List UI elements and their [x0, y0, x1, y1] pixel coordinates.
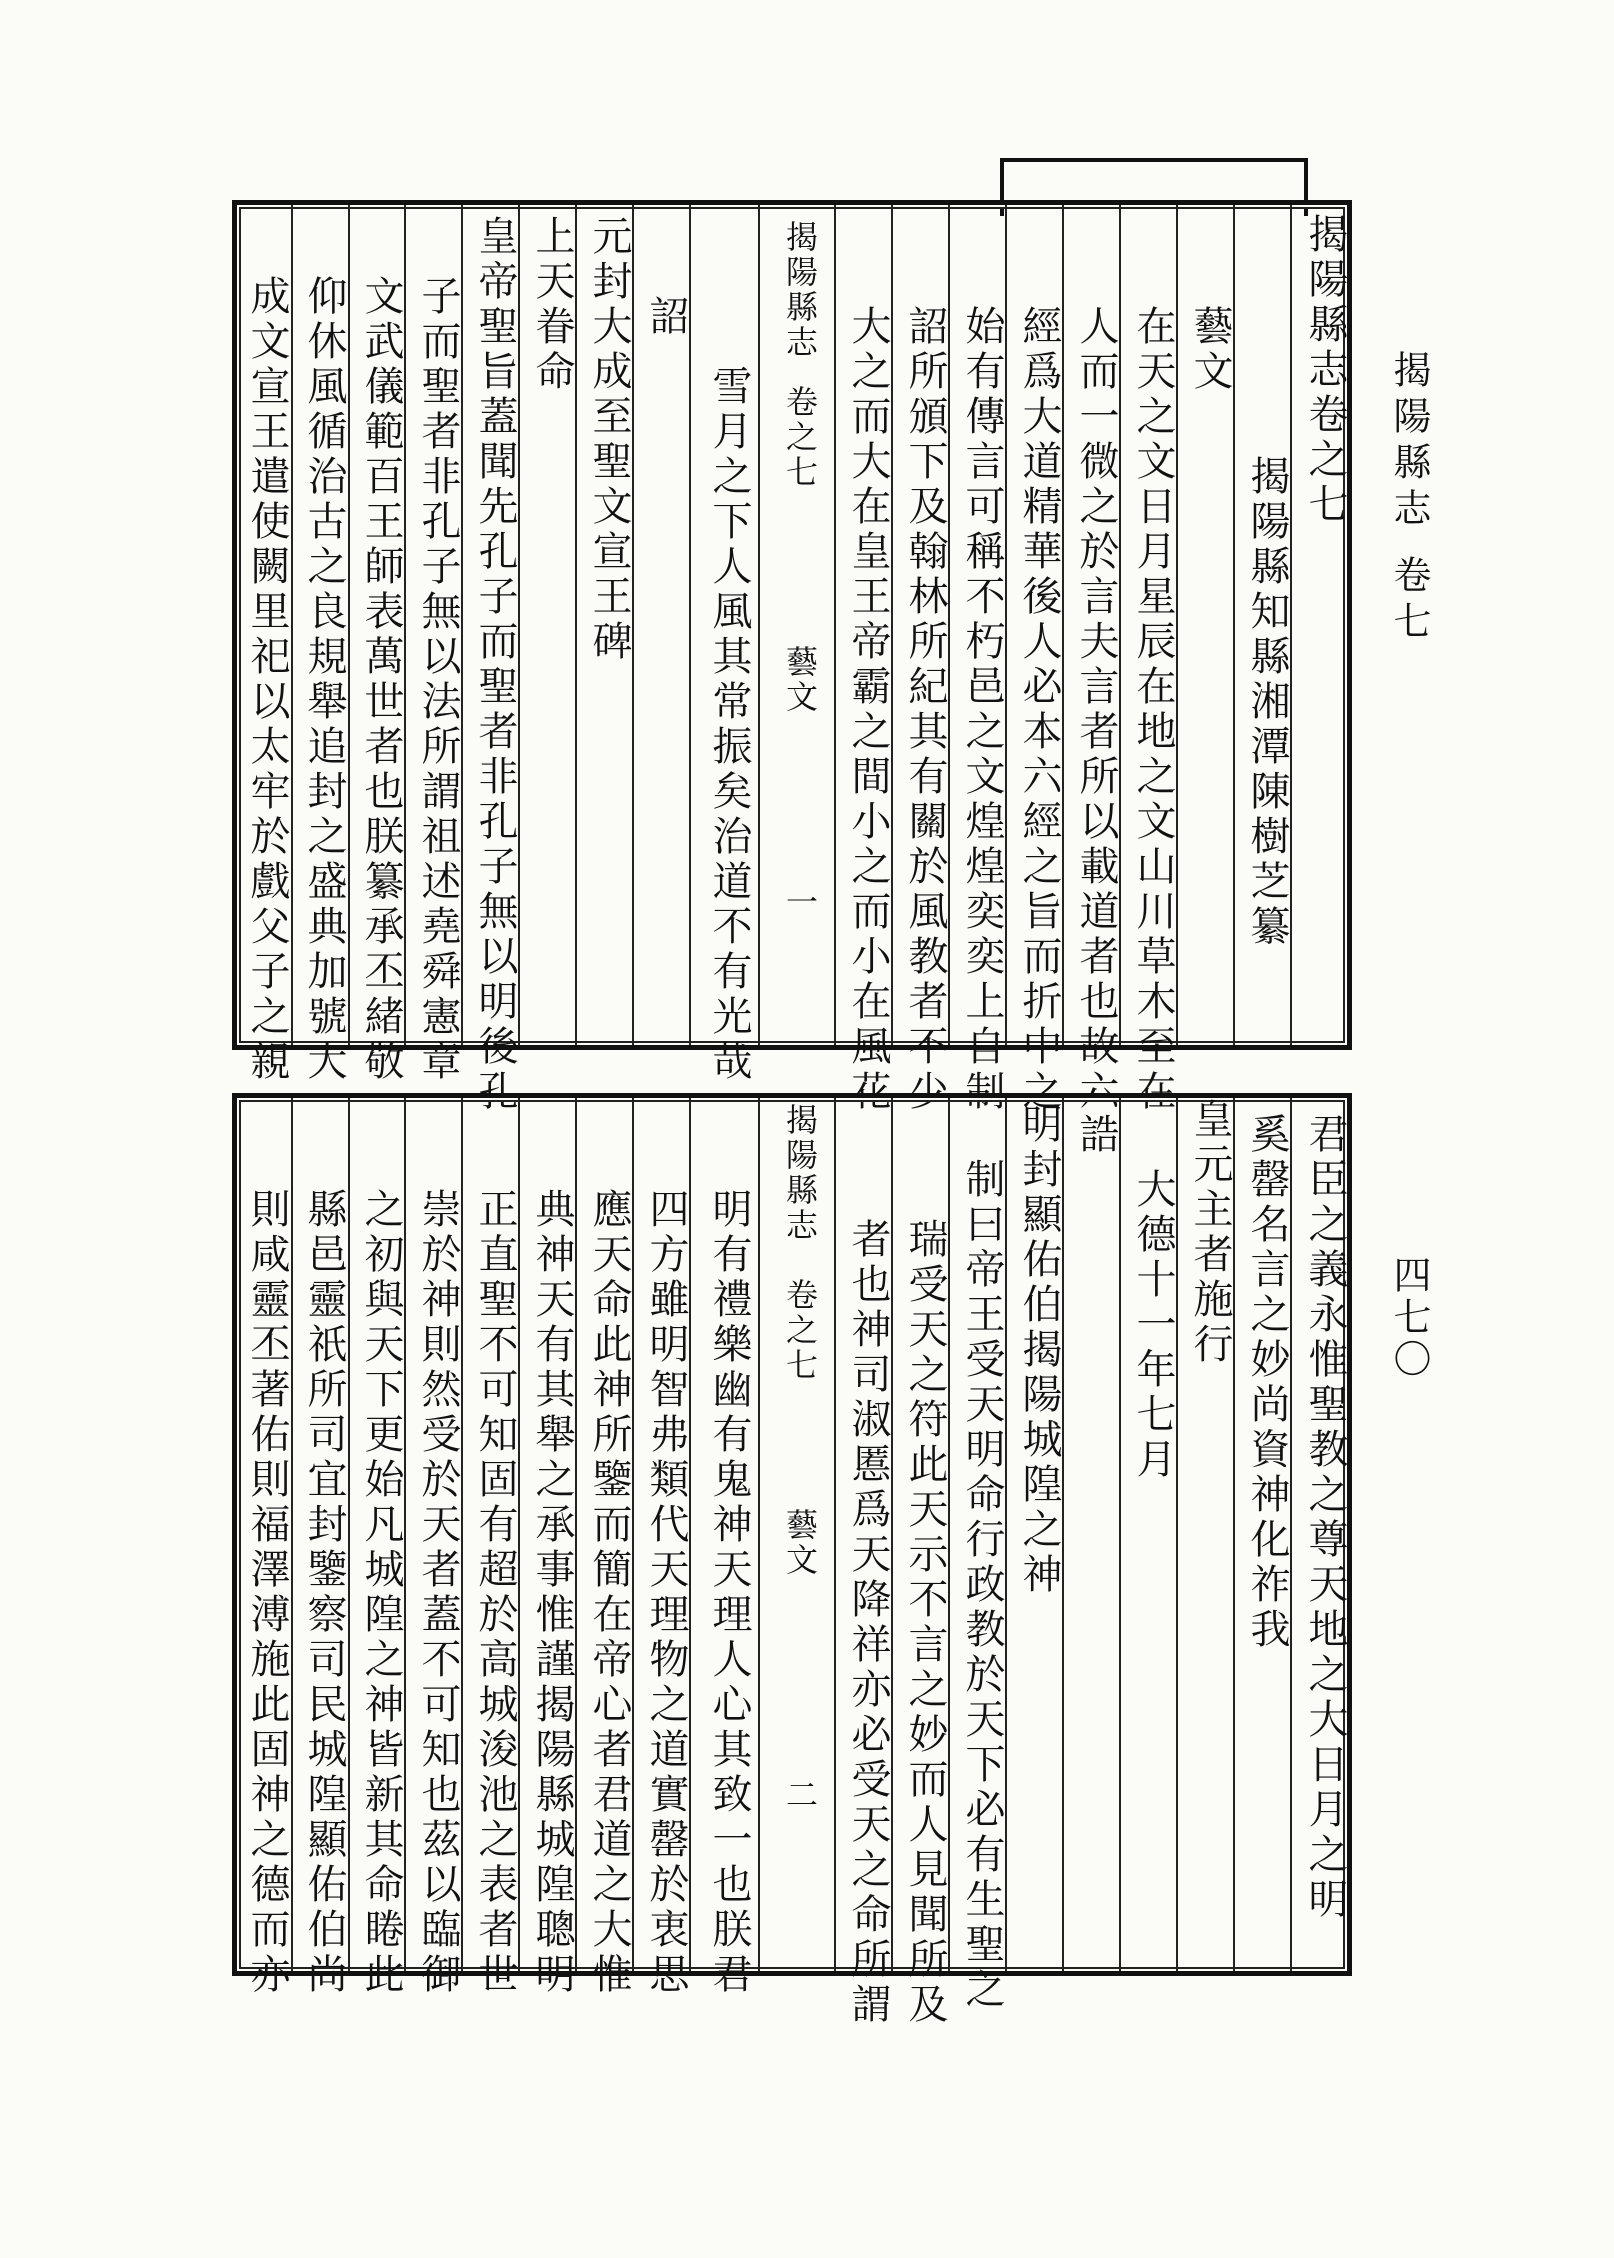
margin-section: 藝文 [781, 1508, 819, 1578]
text-column: 君臣之義永惟聖教之尊天地之大日月之明 [1302, 1113, 1348, 1923]
text-column: 典神天有其舉之承事惟謹揭陽縣城隍聰明 [529, 1188, 575, 1998]
text-column: 者也神司淑慝爲天降祥亦必受天之命所謂 [845, 1218, 891, 2028]
text-column: 上天眷命 [529, 215, 575, 395]
top-panel [232, 200, 1352, 1115]
margin-section: 藝文 [781, 645, 819, 715]
text-column: 皇帝聖旨蓋聞先孔子而聖者非孔子無以明後孔 [472, 215, 518, 1115]
bottom-panel [232, 1093, 1352, 2028]
text-column: 瑞受天之符此天示不言之妙而人見聞所及 [902, 1218, 948, 2028]
text-column: 經爲大道精華後人必本六經之旨而折中之 [1016, 305, 1062, 1115]
text-column: 明有禮樂幽有鬼神天理人心其致一也朕君 [706, 1188, 752, 1998]
margin-juan: 卷之七 [781, 1278, 819, 1383]
text-column: 四方雖明智弗類代天理物之道實罄於衷思 [643, 1188, 689, 1998]
text-column: 則咸靈丕著佑則福澤溥施此固神之德而亦 [244, 1188, 290, 1998]
margin-book-title: 揭陽縣志 [781, 1103, 819, 1243]
margin-book-title: 揭陽縣志 [781, 220, 819, 360]
text-column: 奚罄名言之妙尚資神化祚我 [1244, 1113, 1290, 1653]
margin-juan: 卷之七 [781, 385, 819, 490]
section-heading: 藝文 [1187, 305, 1233, 395]
text-column: 雪月之下人風其常振矣治道不有光哉 [706, 365, 752, 1085]
text-column: 應天命此神所鑒而簡在帝心者君道之大惟 [586, 1188, 632, 1998]
text-column: 崇於神則然受於天者蓋不可知也茲以臨御 [415, 1188, 461, 1998]
text-column: 人而一微之於言夫言者所以載道者也故六 [1073, 305, 1119, 1115]
text-column: 制曰帝王受天明命行政教於天下必有生聖之 [959, 1158, 1005, 2013]
text-column: 成文宣王遣使闕里祀以太牢於戲父子之親 [244, 275, 290, 1085]
running-header-juan: 卷七 [1387, 555, 1431, 647]
text-column: 詔所頒下及翰林所紀其有關於風教者不少 [902, 305, 948, 1115]
edict-heading: 詔 [643, 295, 689, 340]
page-number: 四七〇 [1387, 1255, 1431, 1381]
margin-leaf-number: 一 [781, 885, 819, 920]
text-column: 大之而大在皇王帝霸之間小之而小在風花 [845, 305, 891, 1115]
text-column: 元封大成至聖文宣王碑 [586, 215, 632, 665]
text-column: 縣邑靈祇所司宜封鑒察司民城隍顯佑伯尚 [301, 1188, 347, 1998]
text-column: 仰休風循治古之良規舉追封之盛典加號大 [301, 275, 347, 1085]
text-column: 皇元主者施行 [1187, 1098, 1233, 1368]
juan-title: 揭陽縣志卷之七 [1302, 213, 1348, 528]
edict-heading: 誥 [1073, 1113, 1119, 1158]
compiler-line: 揭陽縣知縣湘潭陳樹芝纂 [1244, 455, 1290, 950]
text-column: 在天之文日月星辰在地之文山川草木至在 [1130, 305, 1176, 1115]
text-column: 始有傳言可稱不朽邑之文煌煌奕奕上自制 [959, 305, 1005, 1115]
text-column: 子而聖者非孔子無以法所謂祖述堯舜憲章 [415, 275, 461, 1085]
margin-leaf-number: 二 [781, 1778, 819, 1813]
text-column: 正直聖不可知固有超於高城浚池之表者世 [472, 1188, 518, 1998]
text-column: 文武儀範百王師表萬世者也朕纂承丕緒敬 [358, 275, 404, 1085]
date-line: 大德十一年七月 [1130, 1168, 1176, 1483]
text-column: 之初與天下更始凡城隍之神皆新其命睠此 [358, 1188, 404, 1998]
running-header-title: 揭陽縣志 [1387, 350, 1431, 534]
text-column: 明封顯佑伯揭陽城隍之神 [1016, 1103, 1062, 1598]
